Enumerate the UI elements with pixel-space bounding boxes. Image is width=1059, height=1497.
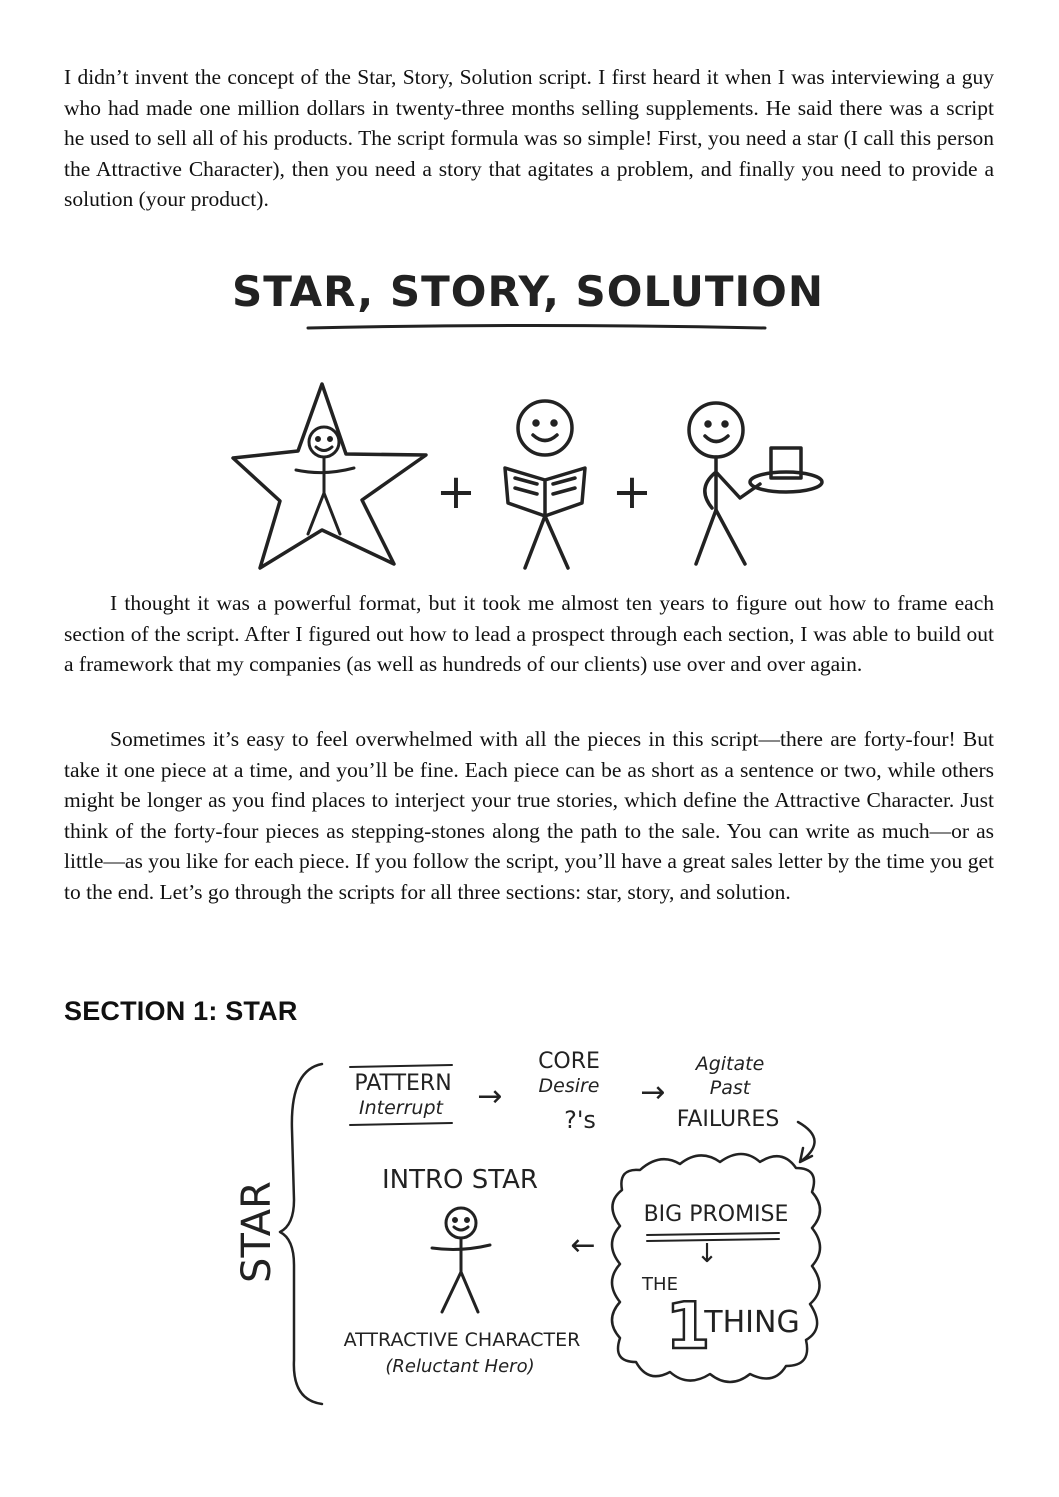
one-label: 1: [665, 1290, 711, 1364]
section-star-diagram: [0, 1040, 1059, 1420]
curved-down-arrow-icon: [798, 1122, 815, 1162]
thing-label: THING: [704, 1305, 800, 1340]
attractive-character-label: ATTRACTIVE CHARACTER: [343, 1329, 581, 1351]
star-stick-figure-icon: [296, 427, 354, 534]
arrow-to-intro-icon: ←: [570, 1228, 596, 1263]
solution-waiter-figure-icon: [689, 403, 822, 564]
pattern-label: PATTERN: [354, 1071, 452, 1096]
star-side-label: STAR: [234, 1181, 280, 1283]
questions-label: ?'s: [564, 1106, 596, 1134]
attractive-character-figure-icon: [432, 1208, 490, 1312]
intro-star-label: INTRO STAR: [381, 1165, 539, 1195]
figure-title: STAR, STORY, SOLUTION: [232, 267, 824, 316]
paragraph-intro: I didn’t invent the concept of the Star, Story, Solution script. I first heard it when I was interviewing a guy who had made one million dollars in twenty-three months selling supplements. He said there was a script he used to sell all of his products. The script formula was so simple! First, you need a star (I call this person the Attractive Character), then you need a story that agitates a problem, and finally you need to provide a solution (your product).: [64, 65, 994, 211]
core-label: CORE: [538, 1049, 600, 1074]
star-story-solution-figure: [0, 258, 1059, 574]
arrow-to-agitate-icon: →: [640, 1075, 666, 1110]
paragraph-pieces: Sometimes it’s easy to feel overwhelmed with all the pieces in this script—there are forty-four! But take it one piece at a time, and you’ll be fine. Each piece can be as short as a sentence or two, while others might be longer as you find places to interject your true stories, which define the Attractive Character. Just think of the forty-four pieces as stepping-stones along the path to the sale. You can write as much—or as little—as you like for each piece. If you follow the script, you’ll have a great sales letter by the time you get to the end. Let’s go through the scripts for all three sections: star, story, and solution.: [64, 727, 994, 904]
promise-down-arrow-icon: ↓: [696, 1239, 718, 1269]
paragraph-format: I thought it was a powerful format, but it took me almost ten years to figure out how to frame each section of the script. After I figured out how to lead a prospect through each section, I was able to build out a framework that my companies (as well as hundreds of our clients) use over and over again.: [64, 591, 994, 676]
arrow-to-core-icon: →: [477, 1079, 503, 1114]
plus-sign-2: +: [611, 464, 653, 520]
interrupt-label: Interrupt: [359, 1097, 443, 1119]
agitate-label: Agitate: [695, 1053, 765, 1075]
failures-label: FAILURES: [676, 1107, 780, 1132]
big-promise-label: BIG PROMISE: [643, 1202, 789, 1227]
section-heading: SECTION 1: STAR: [64, 996, 298, 1026]
pattern-underline: [350, 1123, 452, 1125]
past-label: Past: [709, 1077, 751, 1099]
desire-label: Desire: [538, 1075, 600, 1097]
star-icon: [233, 384, 426, 568]
story-reading-figure-icon: [505, 401, 585, 568]
plus-sign-1: +: [435, 464, 477, 520]
the-label: THE: [642, 1274, 678, 1295]
star-brace: [280, 1064, 322, 1404]
reluctant-hero-label: (Reluctant Hero): [385, 1356, 535, 1377]
pattern-overline: [350, 1065, 452, 1067]
title-underline: [308, 326, 765, 329]
